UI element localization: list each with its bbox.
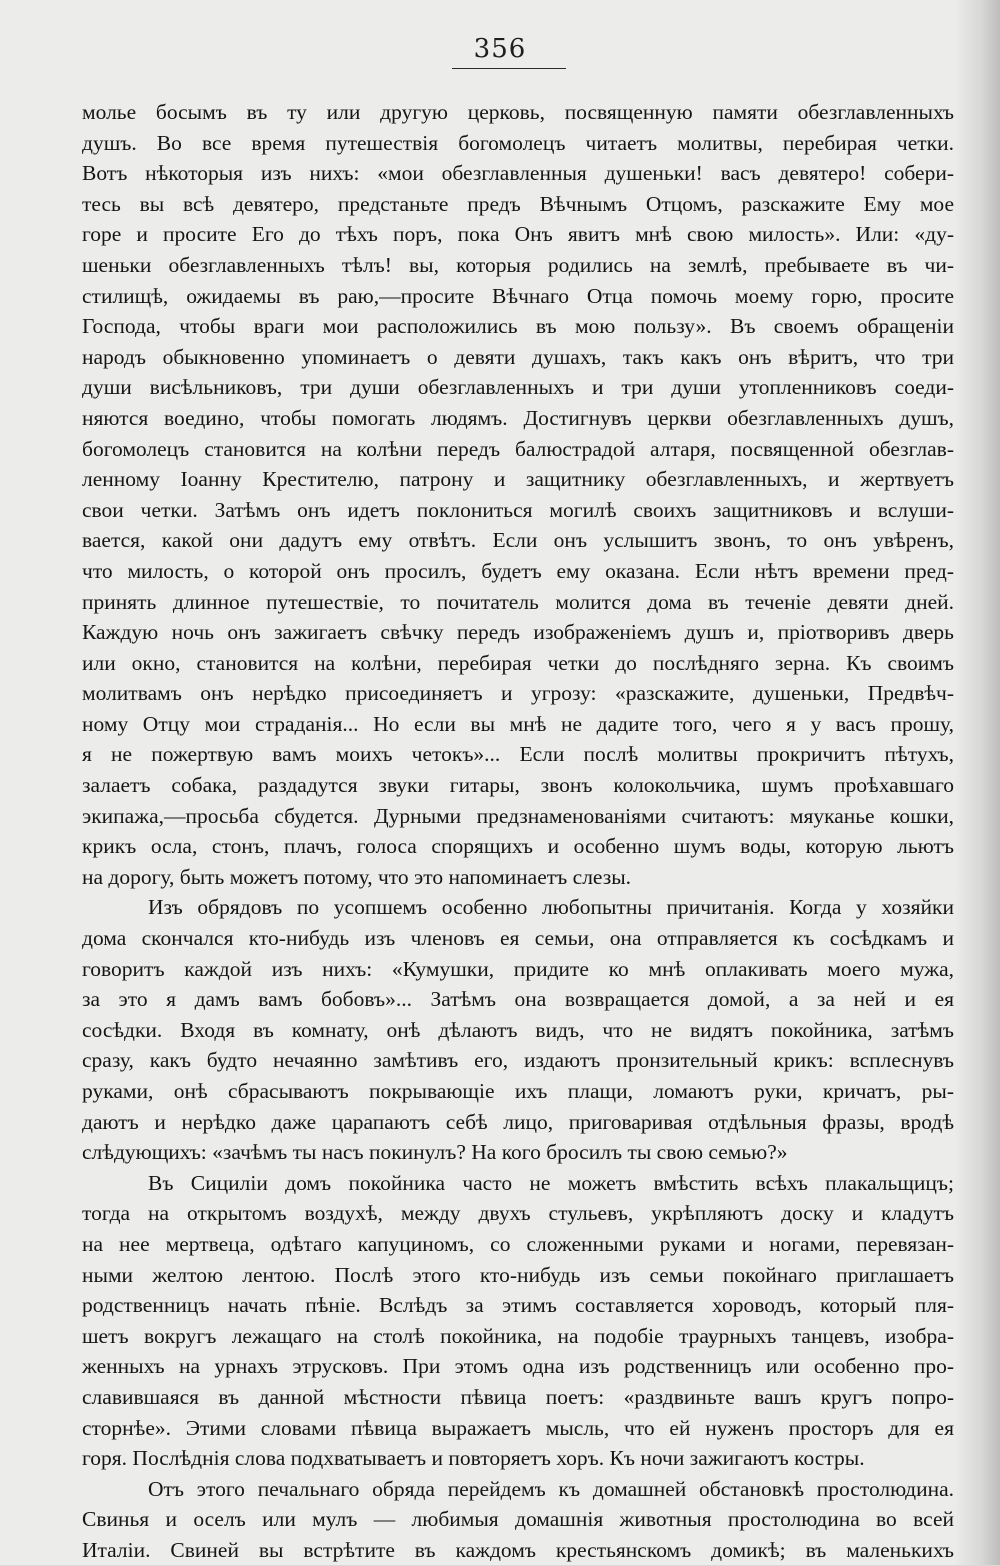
text-line: душъ. Во все время путешествія богомолецъ читаетъ молитвы, перебирая четки. (82, 130, 954, 155)
text-line: что милость, о которой онъ просилъ, будетъ ему оказана. Если нѣтъ времени пред- (82, 558, 954, 583)
text-line: вается, какой они дадутъ ему отвѣтъ. Если онъ услышитъ звонъ, то онъ увѣренъ, (82, 528, 954, 553)
text-line: руками, онѣ сбрасываютъ покрывающіе ихъ плащи, ломаютъ руки, кричатъ, ры- (82, 1079, 954, 1103)
text-line: богомолецъ становится на колѣни передъ балюстрадой алтаря, посвященной обезглав- (82, 436, 954, 461)
text-line: Италіи. Свиней вы встрѣтите въ каждомъ крестьянскомъ домикѣ; въ маленькихъ (82, 1537, 954, 1562)
text-line: дома скончался кто-нибудь изъ членовъ ея семьи, она отправляется къ сосѣдкамъ и (82, 926, 954, 951)
text-line: говоритъ каждой изъ нихъ: «Кумушки, придите ко мнѣ оплакивать моего мужа, (82, 956, 954, 981)
text-line: молитвамъ онъ нерѣдко присоединяетъ и угрозу: «разскажите, душеньки, Предвѣч- (82, 681, 954, 706)
paragraph-3 (82, 1168, 954, 1474)
text-line: Въ Сициліи домъ покойника часто не можетъ вмѣстить всѣхъ плакальщицъ; (148, 1170, 954, 1195)
text-line: даютъ и нерѣдко даже царапаютъ себѣ лицо, приговаривая отдѣльныя фразы, вродѣ (82, 1109, 954, 1134)
paragraph-2 (82, 892, 954, 1167)
text-line: Отъ этого печальнаго обряда перейдемъ къ домашней обстановкѣ простолюдина. (148, 1476, 954, 1501)
page-number: 356 (473, 34, 527, 64)
page-number-rule (452, 68, 566, 69)
text-line: горе и просите Его до тѣхъ поръ, пока Онъ явитъ мнѣ свою милость». Или: «ду- (82, 222, 954, 247)
text-line: Свинья и оселъ или мулъ — любимыя домашнія животныя простолюдина во всей (82, 1507, 954, 1532)
text-line: на дорогу, быть можетъ потому, что это напоминаетъ слезы. (82, 864, 632, 889)
text-line: молье босымъ въ ту или другую церковь, посвященную памяти обезглавленныхъ (82, 100, 954, 124)
text-line: на нее мертвеца, одѣтаго капуциномъ, со сложенными руками и ногами, перевязан- (82, 1231, 954, 1256)
text-line: Каждую ночь онъ зажигаетъ свѣчку передъ изображеніемъ душъ и, пріотворивъ дверь (82, 620, 954, 645)
text-line: или окно, становится на колѣни, перебирая четки до послѣдняго зерна. Къ своимъ (82, 650, 954, 675)
text-line: я не пожертвую вамъ моихъ четокъ»... Если послѣ молитвы прокричитъ пѣтухъ, (82, 742, 954, 767)
text-line: Вотъ нѣкоторыя изъ нихъ: «мои обезглавленныя душеньки! васъ девятеро! собери- (82, 161, 954, 186)
text-line: шетъ вокругъ лежащаго на столѣ покойника, на подобіе траурныхъ танцевъ, изобра- (82, 1323, 954, 1348)
text-line: шеньки обезглавленныхъ тѣлъ! вы, которыя родились на землѣ, пребываете въ чи- (82, 252, 954, 277)
text-line: народъ обыкновенно упоминаетъ о девяти душахъ, такъ какъ онъ вѣритъ, что три (82, 344, 954, 369)
text-line: души висѣльниковъ, три души обезглавленныхъ и три души утопленниковъ соеди- (82, 375, 954, 400)
text-line: тесь вы всѣ девятеро, предстаньте предъ Вѣчнымъ Отцомъ, разскажите Ему мое (82, 191, 954, 216)
text-line: стилищѣ, ожидаемы въ раю,—просите Вѣчнаго Отца помочь моему горю, просите (82, 283, 954, 308)
text-line: сторнѣе». Этими словами пѣвица выражаетъ мысль, что ей нуженъ просторъ для ея (82, 1415, 954, 1440)
text-line: родственницъ начать пѣніе. Вслѣдъ за этимъ составляется хороводъ, который пля- (82, 1293, 954, 1318)
text-line: сосѣдки. Входя въ комнату, онѣ дѣлаютъ видъ, что не видятъ покойника, затѣмъ (82, 1017, 954, 1042)
body-text (82, 97, 954, 1566)
text-line: славившаяся въ данной мѣстности пѣвица поетъ: «раздвиньте вашъ кругъ попро- (82, 1384, 954, 1409)
text-line: горя. Послѣднія слова подхватываетъ и повторяетъ хоръ. Къ ночи зажигаютъ костры. (82, 1446, 865, 1471)
text-line: залаетъ собака, раздадутся звуки гитары, звонъ колокольчика, шумъ проѣхавшаго (82, 773, 954, 798)
text-line: экипажа,—просьба сбудется. Дурными предзнаменованіями считаютъ: мяуканье кошки, (82, 803, 954, 828)
text-line: женныхъ на урнахъ этрусковъ. При этомъ одна изъ родственницъ или особенно про- (82, 1354, 954, 1379)
text-line: ленному Іоанну Крестителю, патрону и защитнику обезглавленныхъ, и жертвуетъ (82, 467, 954, 492)
text-line: ными желтою лентою. Послѣ этого кто-нибудь изъ семьи покойнаго приглашаетъ (82, 1262, 954, 1287)
text-line: свои четки. Затѣмъ онъ идетъ поклониться могилѣ своихъ защитниковъ и вслуши- (82, 497, 954, 522)
text-line: Изъ обрядовъ по усопшемъ особенно любопытны причитанія. Когда у хозяйки (148, 895, 954, 920)
text-line: Господа, чтобы враги мои расположились въ мою пользу». Въ своемъ обращеніи (82, 314, 954, 339)
text-line: слѣдующихъ: «зачѣмъ ты насъ покинулъ? На кого бросилъ ты свою семью?» (82, 1140, 788, 1165)
text-line: няются воедино, чтобы помогать людямъ. Достигнувъ церкви обезглавленныхъ душъ, (82, 405, 954, 430)
paragraph-4 (82, 1474, 954, 1566)
paragraph-1 (82, 97, 954, 892)
text-line: сразу, какъ будто нечаянно замѣтивъ его, издаютъ пронзительный крикъ: всплеснувъ (82, 1048, 954, 1073)
text-line: за это я дамъ вамъ бобовъ»... Затѣмъ она возвращается домой, а за ней и ея (82, 987, 954, 1012)
page-edge-shadow (954, 0, 1000, 1565)
text-line: тогда на открытомъ воздухѣ, между двухъ стульевъ, укрѣпляютъ доску и кладутъ (82, 1201, 954, 1226)
text-line: ному Отцу мои страданія... Но если вы мнѣ не дадите того, чего я у васъ прошу, (82, 711, 954, 736)
text-line: крикъ осла, стонъ, плачъ, голоса спорящихъ и особенно шумъ воды, которую льютъ (82, 834, 954, 859)
text-line: принять длинное путешествіе, то почитатель молится дома въ теченіе девяти дней. (82, 589, 954, 614)
